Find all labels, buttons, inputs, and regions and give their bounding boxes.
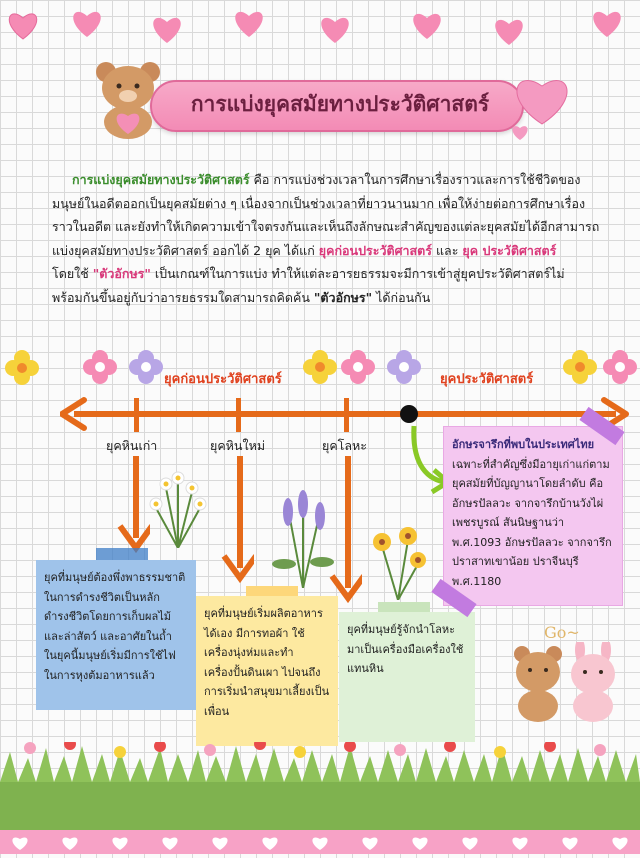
stone-old-label: ยุคหินเก่า [106,438,158,453]
flower-icon [5,350,39,385]
grass-decoration [0,742,640,842]
tick-old-stone [134,398,139,432]
heart-icon [590,8,624,38]
note-thai-title: อักษรจารึกที่พบในประเทศไทย [452,438,595,451]
heart-icon [318,14,352,44]
era-prehistoric-label: ยุคก่อนประวัติศาสตร์ [164,372,282,387]
intro-term: การแบ่งยุคสมัยทางประวัติศาสตร์ [72,172,250,187]
note-new-stone: ยุคที่มนุษย์เริ่มผลิตอาหารได้เอง มีการทอผ้า ใช้เครื่องนุ่งห่มและทำเครื่องปั้นดินเผา ไปจนถึงการเริ่มนำสนุขมาเลี้ยงเป็นเพื่อน [196,596,338,746]
stone-new-label: ยุคหินใหม่ [210,438,266,453]
heart-icon [150,14,184,44]
note-thai-body: เฉพาะที่สำคัญซึ่งมีอายุเก่าแก่ตามยุคสมัยที่บัญญานาโดยลำดับ คือ อักษรปัลลวะ จากจารึกบ้านวังไผ่ เพชรบูรณ์ สันนิษฐานว่า พ.ศ.1093 อักษรปัลลวะ จากจารึกปราสาทเขาน้อย ปราจีนบุรี พ.ศ.1180 [452,457,612,588]
heart-icon [70,8,104,38]
lavender-plant-icon [268,488,338,588]
arrow-down-icon [110,456,150,556]
tick-new-stone [236,398,241,432]
note-old-stone: ยุคที่มนุษย์ต้องพึ่งพาธรรมชาติในการดำรงชีวิตเป็นหลัก ดำรงชีวิตโดยการเก็บผลไม้และล่าสัตว์ และอาศัยในถ้ำ ในยุคนี้มนุษย์เริ่มมีการใช้ไฟในการหุงต้มอาหารแล้ว [36,560,196,710]
metal-label: ยุคโลหะ [322,438,368,453]
flower-row [0,348,640,388]
heart-row-icon [0,830,640,854]
heart-icon [410,10,444,40]
heart-cluster-icon [506,62,576,142]
note-metal: ยุคที่มนุษย์รู้จักนำโลหะมาเป็นเครื่องมือเครื่องใช้แทนหิน [339,612,475,742]
page-title: การแบ่งยุคสมัยทางประวัติศาสตร์ [190,92,490,116]
bear-icon [92,58,164,140]
heart-icon [232,8,266,38]
era-historic-label: ยุคประวัติศาสตร์ [440,372,534,387]
note-thai-inscriptions [443,426,623,606]
heart-icon [492,16,526,46]
tick-metal [344,398,349,432]
go-text: Go~ [544,623,580,642]
daisy-plant-icon [146,468,210,548]
yellow-flower-plant-icon [368,520,432,600]
intro-paragraph: การแบ่งยุคสมัยทางประวัติศาสตร์ คือ การแบ่งช่วงเวลาในการศึกษาเรื่องราวและการใช้ชีวิตของ มนุษย์ในอดีตออกเป็นยุคสมัยต่าง ๆ เนื่องจากเป็นช่วงเวลาที่ยาวนานมาก เพื่อให้ง่ายต่อการศึกษาเรื่อง ราวในอดีต และยังทำให้เกิดความเข้าใจตรงกันและเห็นถึงลักษณะสำคัญของแต่ละยุคสมัยได้อีกสามารถ แบ่งยุคสมัยทางประวัติศาสตร์ ออกได้ 2 ยุค ได้แก่ ยุคก่อนประวัติศาสตร์ และ ยุค ประวัติศาสตร์ โดยใช้ "ตัวอักษร" เป็นเกณฑ์ในการแบ่ง ทำให้แต่ละอารยธรรมจะมีการเข้าสู่ยุคประวัติศาสตร์ไม่ พร้อมกันขึ้นอยู่กับว่าอารยธรรมใดสามารถคิดค้น "ตัวอักษร" ได้ก่อนกัน [52,172,600,305]
footer-heart-strip [0,830,640,854]
heart-icon [6,10,40,40]
bears-icon [508,642,628,722]
arrow-down-icon [214,456,254,586]
